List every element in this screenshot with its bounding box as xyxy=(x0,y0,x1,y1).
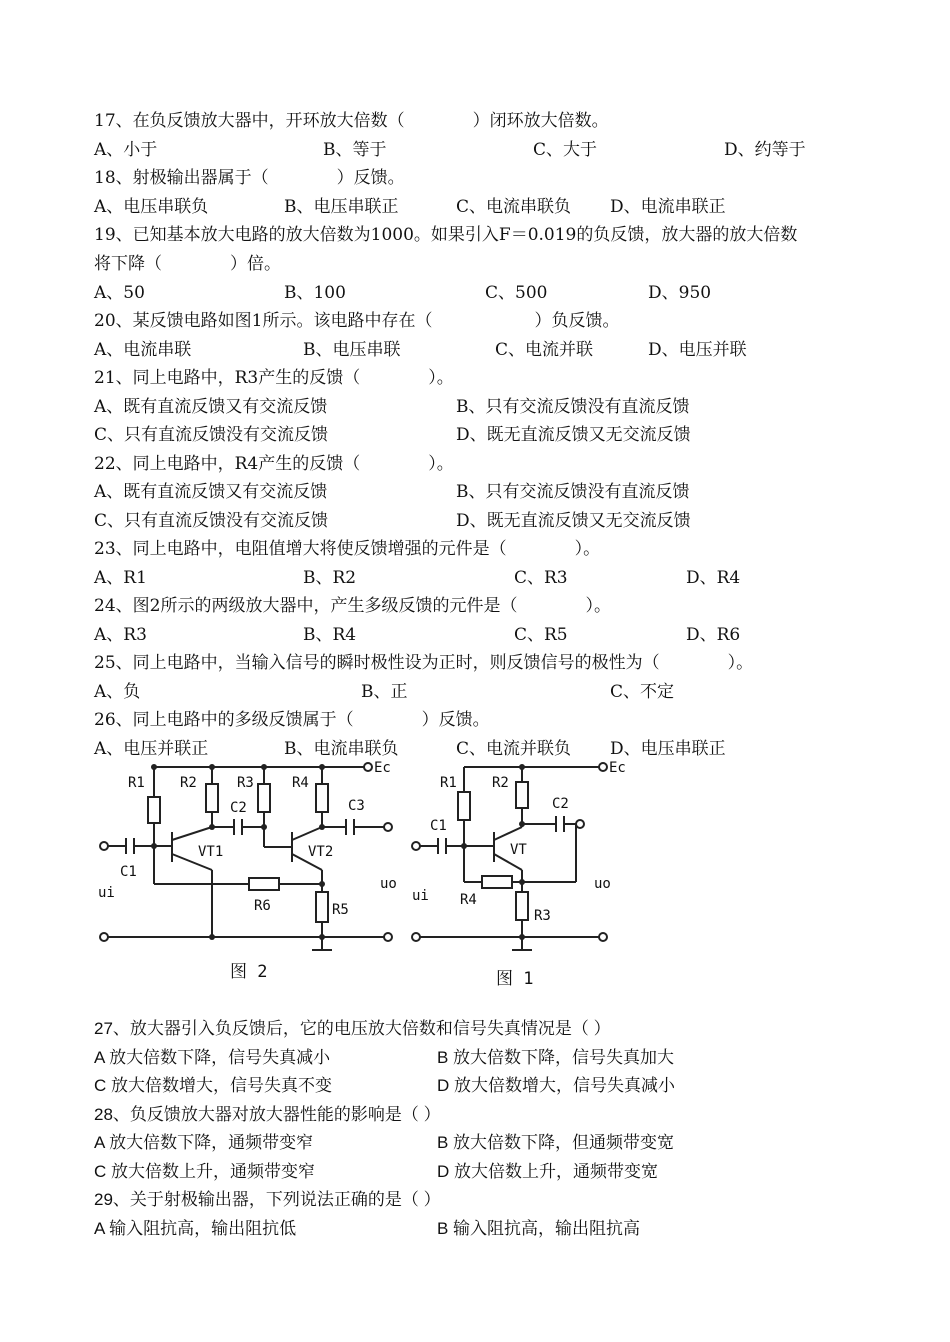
option-a[interactable]: A、既有直流反馈又有交流反馈 xyxy=(94,397,328,417)
question-25: 25、同上电路中，当输入信号的瞬时极性设为正时，则反馈信号的极性为（ ）。 xyxy=(94,653,754,673)
option-c[interactable]: C、只有直流反馈没有交流反馈 xyxy=(94,511,329,531)
option-d[interactable]: D、R4 xyxy=(686,568,741,588)
option-b[interactable]: B 输入阻抗高，输出阻抗高 xyxy=(437,1219,641,1238)
question-22: 22、同上电路中，R4产生的反馈（ ）。 xyxy=(94,454,454,474)
question-29: 29、关于射极输出器，下列说法正确的是（ ） xyxy=(94,1190,441,1209)
label-c2: C2 xyxy=(230,800,247,816)
question-17: 17、在负反馈放大器中，开环放大倍数（ ）闭环放大倍数。 xyxy=(94,111,609,131)
option-b[interactable]: B、电流串联负 xyxy=(284,739,399,759)
label-vt2: VT2 xyxy=(308,844,334,860)
option-b[interactable]: B、电压串联正 xyxy=(284,197,399,217)
label-ui: ui xyxy=(412,888,429,904)
option-d[interactable]: D 放大倍数上升，通频带变宽 xyxy=(437,1162,658,1181)
label-uo: uo xyxy=(380,876,397,892)
option-c[interactable]: C、R5 xyxy=(514,625,568,645)
label-c1: C1 xyxy=(430,818,447,834)
label-r1: R1 xyxy=(128,775,145,791)
figure-1-caption: 图 1 xyxy=(496,969,534,989)
question-24: 24、图2所示的两级放大器中，产生多级反馈的元件是（ ）。 xyxy=(94,596,611,616)
option-b[interactable]: B 放大倍数下降，信号失真加大 xyxy=(437,1048,675,1067)
option-c[interactable]: C、电流并联负 xyxy=(456,739,572,759)
figure-2-caption: 图 2 xyxy=(230,962,268,982)
option-d[interactable]: D、电流串联正 xyxy=(610,197,726,217)
label-r2: R2 xyxy=(180,775,197,791)
label-ec: Ec xyxy=(374,760,391,776)
label-r4: R4 xyxy=(292,775,309,791)
option-d[interactable]: D、R6 xyxy=(686,625,741,645)
question-20: 20、某反馈电路如图1所示。该电路中存在（ ）负反馈。 xyxy=(94,311,620,331)
label-r2: R2 xyxy=(492,775,509,791)
option-c[interactable]: C、大于 xyxy=(533,140,598,160)
question-23: 23、同上电路中，电阻值增大将使反馈增强的元件是（ ）。 xyxy=(94,539,601,559)
label-uo: uo xyxy=(594,876,611,892)
option-b[interactable]: B、电压串联 xyxy=(303,340,401,360)
question-19: 19、已知基本放大电路的放大倍数为1000。如果引入F＝0.019的负反馈，放大器的放大倍数 xyxy=(94,225,798,245)
option-d[interactable]: D 放大倍数增大，信号失真减小 xyxy=(437,1076,675,1095)
option-c[interactable]: C 放大倍数增大，信号失真不变 xyxy=(94,1076,332,1095)
label-r5: R5 xyxy=(332,902,349,918)
label-r3: R3 xyxy=(237,775,254,791)
option-c[interactable]: C、电流并联 xyxy=(495,340,594,360)
option-b[interactable]: B、R2 xyxy=(303,568,357,588)
option-b[interactable]: B、100 xyxy=(284,283,346,303)
option-c[interactable]: C、只有直流反馈没有交流反馈 xyxy=(94,425,329,445)
option-b[interactable]: B、等于 xyxy=(323,140,387,160)
option-d[interactable]: D、电压串联正 xyxy=(610,739,726,759)
question-18: 18、射极输出器属于（ ）反馈。 xyxy=(94,168,405,188)
label-r6: R6 xyxy=(254,898,271,914)
option-d[interactable]: D、既无直流反馈又无交流反馈 xyxy=(456,425,691,445)
label-r4: R4 xyxy=(460,892,477,908)
label-c3: C3 xyxy=(348,798,365,814)
option-a[interactable]: A、电流串联 xyxy=(94,340,192,360)
circuit-figures xyxy=(94,752,654,997)
option-c[interactable]: C、500 xyxy=(485,283,548,303)
option-b[interactable]: B、只有交流反馈没有直流反馈 xyxy=(456,397,690,417)
option-a[interactable]: A、负 xyxy=(94,682,141,702)
option-a[interactable]: A、R1 xyxy=(94,568,147,588)
question-27: 27、放大器引入负反馈后，它的电压放大倍数和信号失真情况是（ ） xyxy=(94,1019,611,1038)
option-a[interactable]: A、50 xyxy=(94,283,145,303)
option-a[interactable]: A 输入阻抗高，输出阻抗低 xyxy=(94,1219,297,1238)
option-b[interactable]: B、正 xyxy=(361,682,408,702)
question-28: 28、负反馈放大器对放大器性能的影响是（ ） xyxy=(94,1105,441,1124)
option-b[interactable]: B、R4 xyxy=(303,625,357,645)
label-c2: C2 xyxy=(552,796,569,812)
option-d[interactable]: D、既无直流反馈又无交流反馈 xyxy=(456,511,691,531)
option-d[interactable]: D、电压并联 xyxy=(648,340,747,360)
option-a[interactable]: A、R3 xyxy=(94,625,147,645)
option-a[interactable]: A、电压串联负 xyxy=(94,197,209,217)
question-21: 21、同上电路中，R3产生的反馈（ ）。 xyxy=(94,368,454,388)
option-c[interactable]: C 放大倍数上升，通频带变窄 xyxy=(94,1162,315,1181)
label-c1: C1 xyxy=(120,864,137,880)
question-26: 26、同上电路中的多级反馈属于（ ）反馈。 xyxy=(94,710,490,730)
circuit-diagram xyxy=(94,752,654,997)
question-19-line2: 将下降（ ）倍。 xyxy=(94,254,281,274)
option-a[interactable]: A 放大倍数下降，通频带变窄 xyxy=(94,1133,314,1152)
option-a[interactable]: A、电压并联正 xyxy=(94,739,209,759)
option-d[interactable]: D、950 xyxy=(648,283,712,303)
label-r1: R1 xyxy=(440,775,457,791)
option-a[interactable]: A 放大倍数下降，信号失真减小 xyxy=(94,1048,331,1067)
option-c[interactable]: C、不定 xyxy=(610,682,675,702)
label-r3: R3 xyxy=(534,908,551,924)
option-b[interactable]: B 放大倍数下降，但通频带变宽 xyxy=(437,1133,675,1152)
option-a[interactable]: A、小于 xyxy=(94,140,158,160)
option-c[interactable]: C、电流串联负 xyxy=(456,197,572,217)
label-ec: Ec xyxy=(609,760,626,776)
option-c[interactable]: C、R3 xyxy=(514,568,568,588)
option-b[interactable]: B、只有交流反馈没有直流反馈 xyxy=(456,482,690,502)
label-ui: ui xyxy=(98,885,115,901)
option-d[interactable]: D、约等于 xyxy=(724,140,806,160)
label-vt1: VT1 xyxy=(198,844,224,860)
label-vt: VT xyxy=(510,842,527,858)
option-a[interactable]: A、既有直流反馈又有交流反馈 xyxy=(94,482,328,502)
